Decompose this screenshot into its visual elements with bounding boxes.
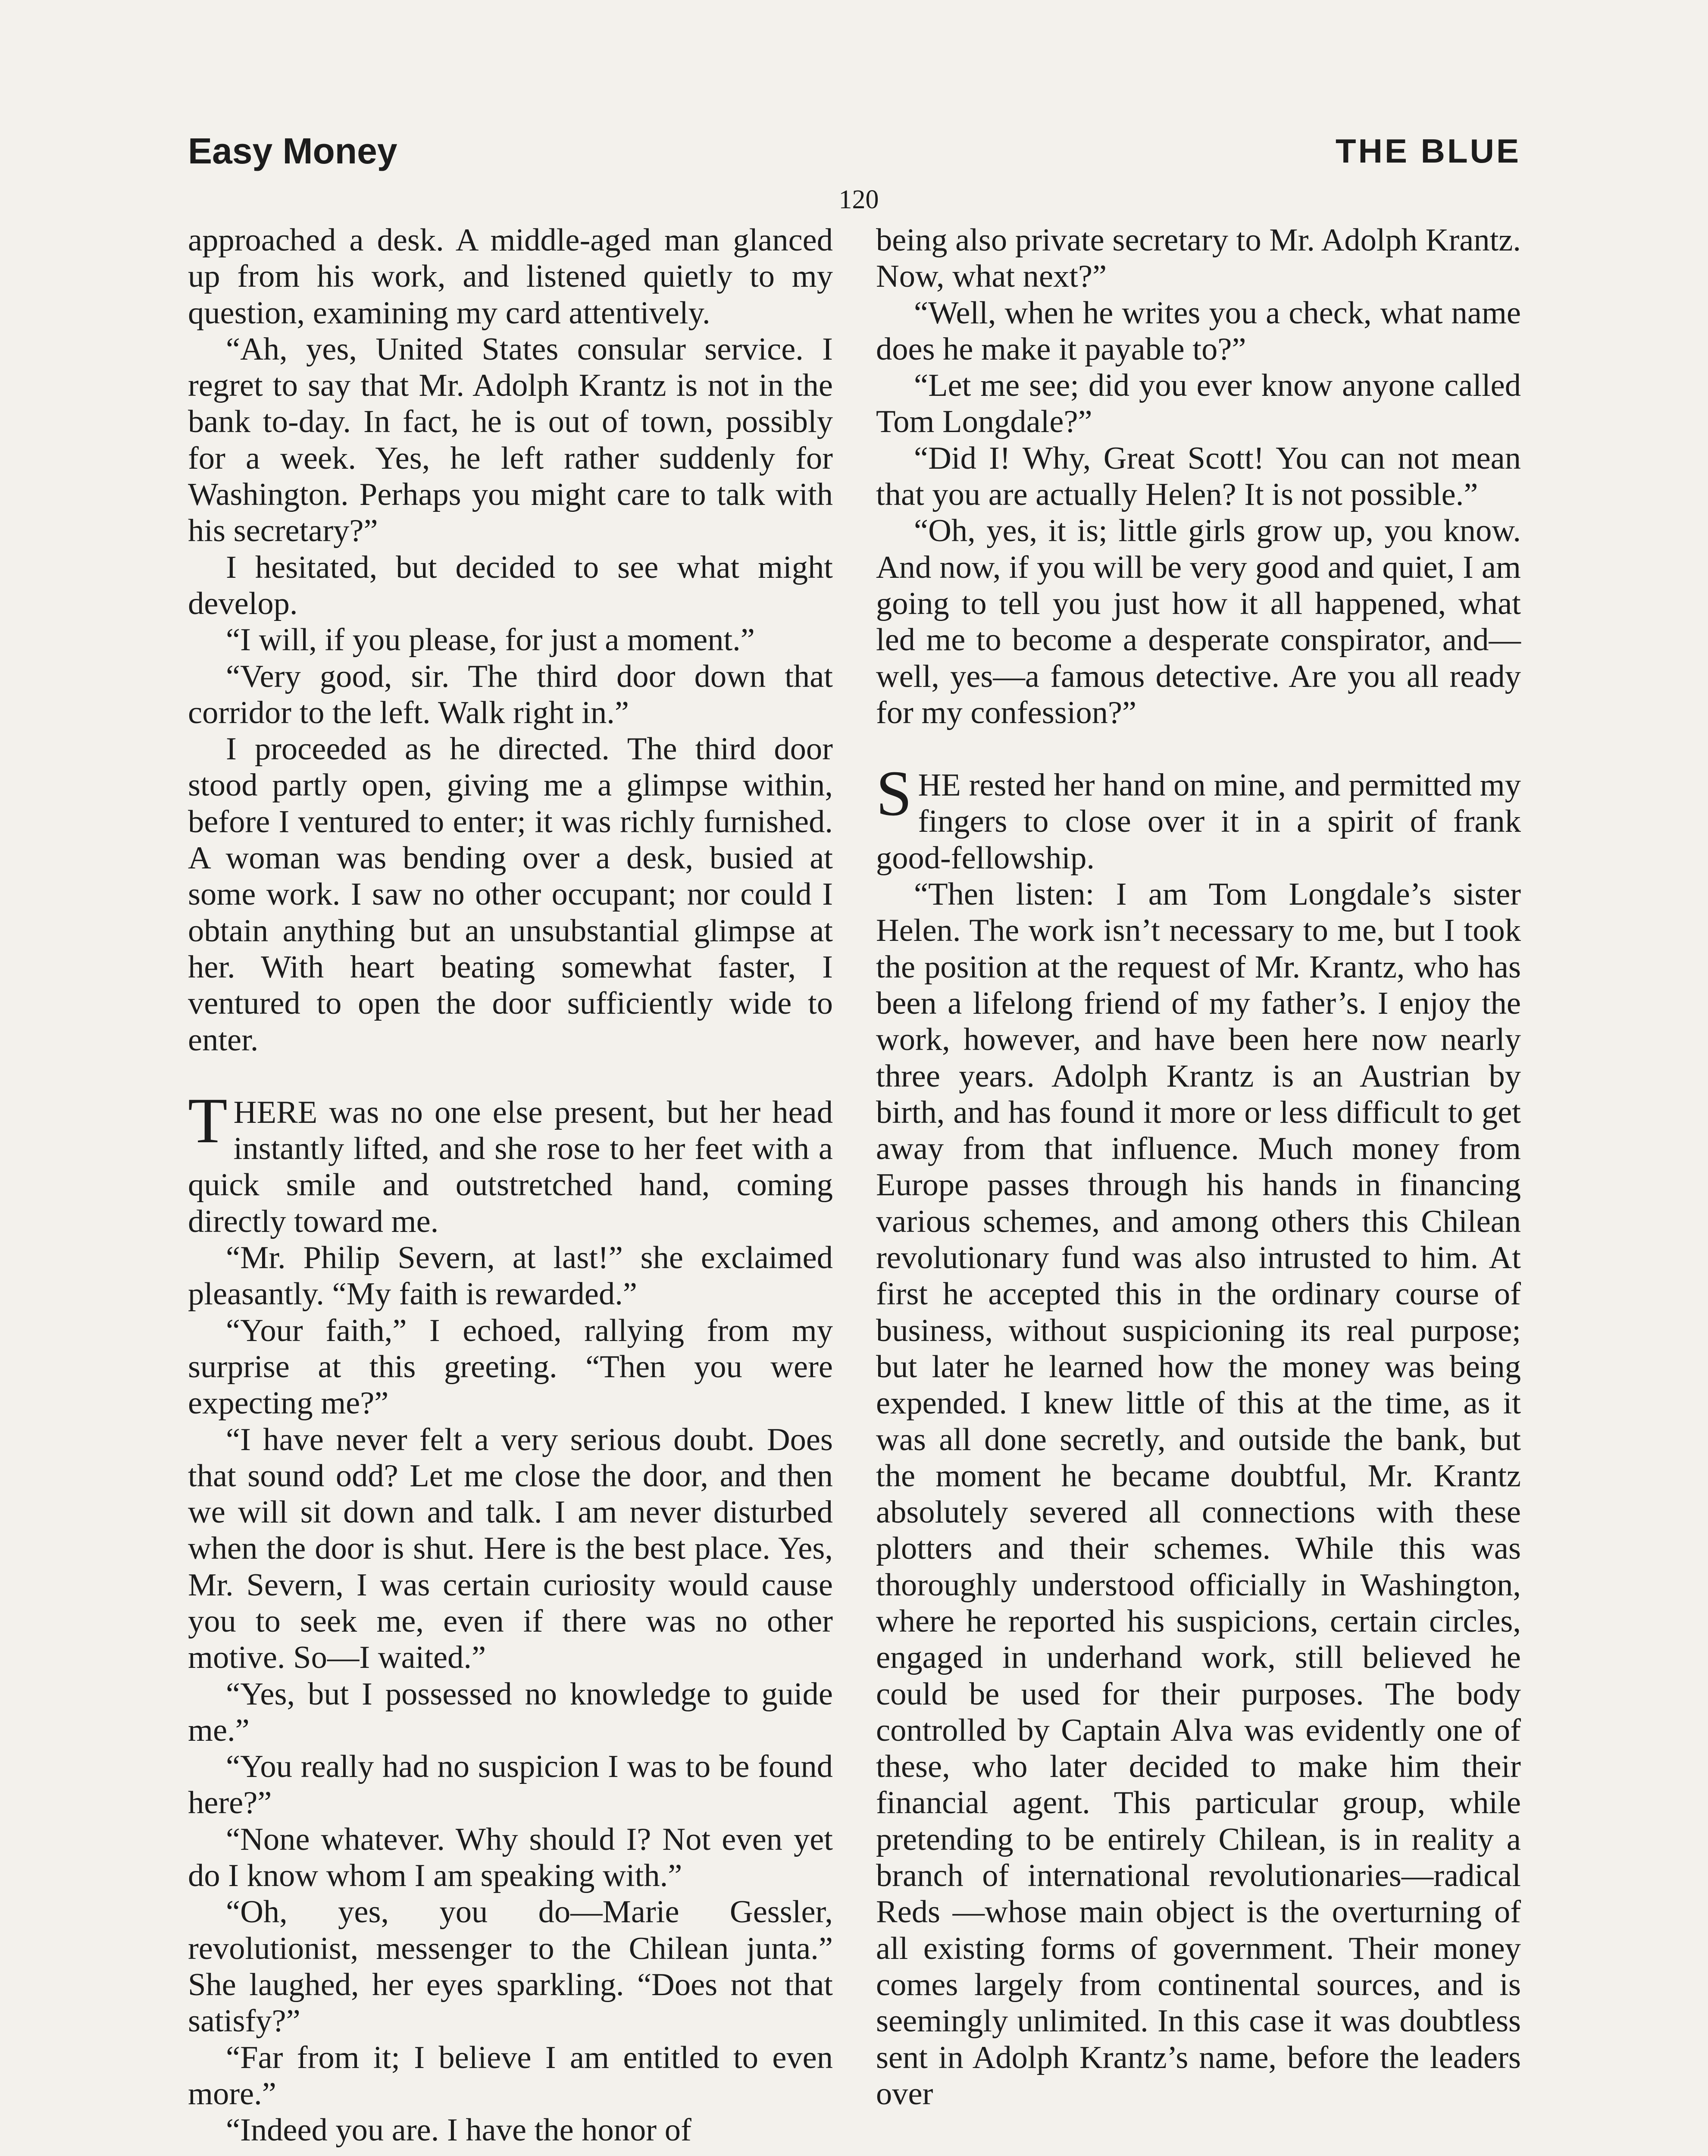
paragraph [876, 295, 1521, 368]
paragraph [188, 331, 833, 549]
paragraph [188, 2112, 833, 2148]
paragraph-text: “Far from it; I believe I am entitled to even more.” [188, 2040, 833, 2112]
paragraph [188, 1821, 833, 1894]
drop-cap: S [876, 758, 912, 830]
paragraph-text: “Ah, yes, United States consular service. I regret to say that Mr. Adolph Krantz is not in the bank to-day. In fact, he is out of town, possibly for a week. Yes, he left rather suddenly for Washington. Perhaps you might care to talk with his secretary?” [188, 331, 833, 549]
paragraph-text: “I will, if you please, for just a moment.” [226, 622, 755, 658]
paragraph [876, 758, 1521, 876]
paragraph-text: “None whatever. Why should I? Not even yet do I know whom I am speaking with.” [188, 1821, 833, 1894]
paragraph [188, 1422, 833, 1676]
paragraph [876, 876, 1521, 2112]
paragraph-text: “Very good, sir. The third door down that corridor to the left. Walk right in.” [188, 658, 833, 730]
paragraph [188, 1676, 833, 1749]
paragraph [188, 2040, 833, 2112]
paragraph [876, 513, 1521, 731]
page-number: 120 [838, 185, 879, 214]
story-title: Easy Money [188, 131, 397, 171]
paragraph [876, 367, 1521, 440]
right-text-column [876, 222, 1521, 2112]
paragraph [188, 1894, 833, 2039]
paragraph [188, 658, 833, 731]
paragraph-text: “Well, when he writes you a check, what name does he make it payable to?” [876, 295, 1521, 367]
paragraph [188, 1240, 833, 1313]
paragraph-text: approached a desk. A middle-aged man glanced up from his work, and listened quietly to my question, examining my card attentively. [188, 222, 833, 331]
paragraph-text: “You really had no suspicion I was to be found here?” [188, 1749, 833, 1821]
paragraph-text: “Yes, but I possessed no knowledge to guide me.” [188, 1676, 833, 1748]
paragraph-text: I hesitated, but decided to see what might develop. [188, 549, 833, 621]
paragraph [188, 549, 833, 622]
paragraph-text: “Did I! Why, Great Scott! You can not mean that you are actually Helen? It is not possible.” [876, 440, 1521, 513]
paragraph-text: “Let me see; did you ever know anyone called Tom Longdale?” [876, 368, 1521, 440]
paragraph-text: “Oh, yes, it is; little girls grow up, you know. And now, if you will be very good and quiet, I am going to tell you just how it all happened, what led me to become a desperate conspirator, and—well, yes—a famous detective. Are you all ready for my confession?” [876, 513, 1521, 730]
paragraph-text: HE rested her hand on mine, and permitted my fingers to close over it in a spirit of frank good-fellowship. [876, 768, 1521, 876]
paragraph-text: I proceeded as he directed. The third door stood partly open, giving me a glimpse within, before I ventured to enter; it was richly furnished. A woman was bending over a desk, busied at some work. I saw no other occupant; nor could I obtain anything but an unsubstantial glimpse at her. With heart beating somewhat faster, I ventured to open the door sufficiently wide to enter. [188, 731, 833, 1058]
paragraph [876, 222, 1521, 295]
paragraph-text: “I have never felt a very serious doubt. Does that sound odd? Let me close the door, and then we will sit down and talk. I am never disturbed when the door is shut. Here is the best place. Yes, Mr. Severn, I was certain curiosity would cause you to seek me, even if there was no other motive. So—I waited.” [188, 1422, 833, 1676]
paragraph [188, 1749, 833, 1821]
left-text-column [188, 222, 833, 2148]
paragraph-text: “Indeed you are. I have the honor of [226, 2112, 691, 2148]
paragraph-text: “Then listen: I am Tom Longdale’s sister Helen. The work isn’t necessary to me, but I took the position at the request of Mr. Krantz, who has been a lifelong friend of my father’s. I enjoy the work, however, and have been here now nearly three years. Adolph Krantz is an Austrian by birth, and has found it more or less difficult to get away from that influence. Much money from Europe passes through his hands in financing various schemes, and among others this Chilean revolutionary fund was also intrusted to him. At first he accepted this in the ordinary course of business, without suspicioning its real purpose; but later he learned how the money was being expended. I knew little of this at the time, as it was all done secretly, and outside the bank, but the moment he became doubtful, Mr. Krantz absolutely severed all connections with these plotters and their schemes. While this was thoroughly understood officially in Washington, where he reported his suspicions, certain circles, engaged in underhand work, still believed he could be used for their purposes. The body controlled by Captain Alva was evidently one of these, who later decided to make him their financial agent. This particular group, while pretending to be entirely Chilean, is in reality a branch of international revolutionaries—radical Reds —whose main object is the overturning of all existing forms of government. Their money comes largely from continental sources, and is seemingly unlimited. In this case it was doubtless sent in Adolph Krantz’s name, before the leaders over [876, 877, 1521, 2112]
paragraph [188, 1313, 833, 1422]
paragraph [188, 1084, 833, 1240]
paragraph [188, 731, 833, 1058]
paragraph-text: “Oh, yes, you do—Marie Gessler, revolutionist, messenger to the Chilean junta.” She laughed, her eyes sparkling. “Does not that satisfy?” [188, 1894, 833, 2039]
magazine-title: THE BLUE [1336, 132, 1521, 170]
paragraph-text: HERE was no one else present, but her head instantly lifted, and she rose to her feet with a quick smile and outstretched hand, coming directly toward me. [188, 1094, 833, 1239]
paragraph-text: “Your faith,” I echoed, rallying from my surprise at this greeting. “Then you were expecting me?” [188, 1313, 833, 1421]
paragraph [876, 440, 1521, 513]
paragraph [188, 222, 833, 331]
paragraph [188, 622, 833, 658]
paragraph-text: “Mr. Philip Severn, at last!” she exclaimed pleasantly. “My faith is rewarded.” [188, 1240, 833, 1312]
paragraph-text: being also private secretary to Mr. Adolph Krantz. Now, what next?” [876, 222, 1521, 295]
drop-cap: T [188, 1084, 228, 1156]
